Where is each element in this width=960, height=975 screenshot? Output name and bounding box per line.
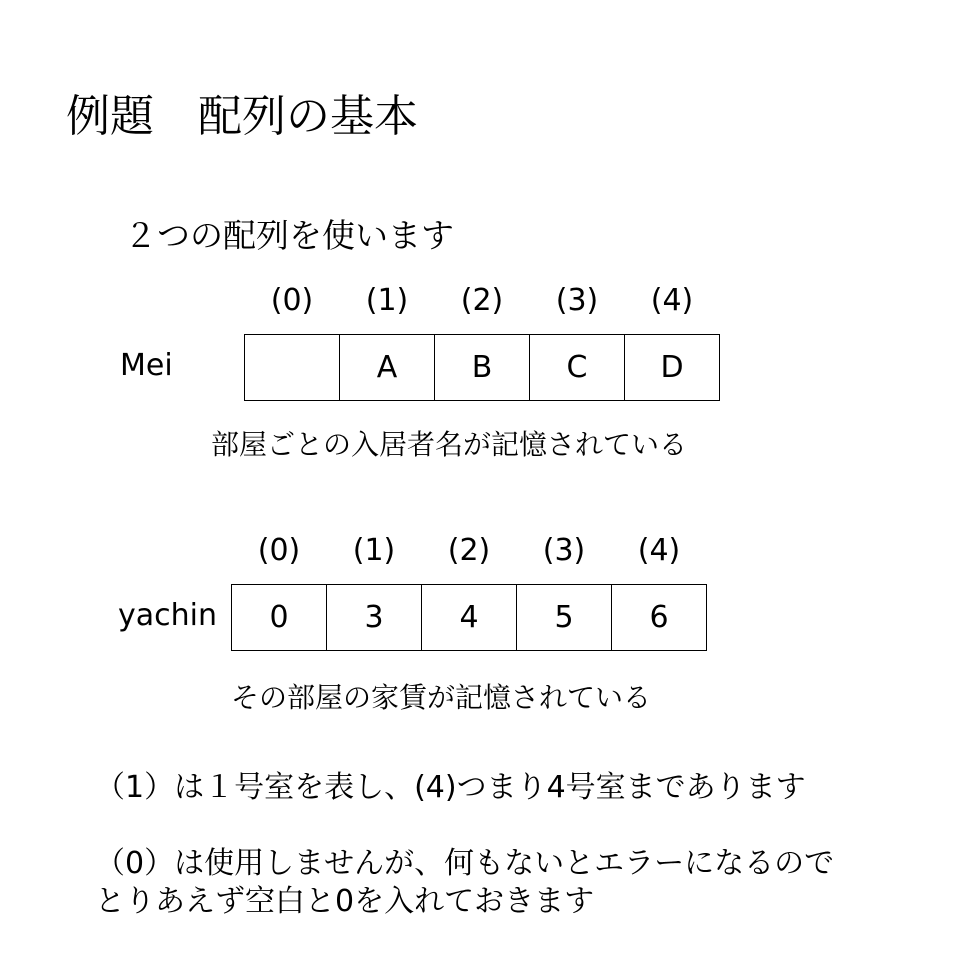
array-cell: 3 <box>326 584 422 651</box>
array-label: yachin <box>118 598 217 633</box>
index-0: (0) <box>270 283 314 318</box>
array-cells <box>244 334 720 401</box>
index-1: (1) <box>365 283 409 318</box>
note-line-2: （0）は使用しませんが、何もないとエラーになるので <box>95 846 835 881</box>
array-cell: D <box>624 334 720 401</box>
note-line-3: とりあえず空白と0を入れておきます <box>95 884 595 919</box>
array-cell: 6 <box>611 584 707 651</box>
array-cell: A <box>339 334 435 401</box>
index-4: (4) <box>637 533 681 568</box>
index-3: (3) <box>542 533 586 568</box>
index-4: (4) <box>650 283 694 318</box>
index-1: (1) <box>352 533 396 568</box>
note-line-1: （1）は１号室を表し、(4)つまり4号室まであります <box>95 770 806 805</box>
array-cell: 5 <box>516 584 612 651</box>
array-caption: その部屋の家賃が記憶されている <box>231 681 652 714</box>
index-3: (3) <box>555 283 599 318</box>
array-caption: 部屋ごとの入居者名が記憶されている <box>211 428 688 461</box>
page-title: 例題 配列の基本 <box>66 91 418 142</box>
array-cells <box>231 584 707 651</box>
array-cell: 0 <box>231 584 327 651</box>
subtitle: ２つの配列を使います <box>124 216 454 255</box>
array-label: Mei <box>120 348 173 383</box>
index-2: (2) <box>460 283 504 318</box>
array-cell <box>244 334 340 401</box>
array-cell: C <box>529 334 625 401</box>
array-cell: B <box>434 334 530 401</box>
index-2: (2) <box>447 533 491 568</box>
index-0: (0) <box>257 533 301 568</box>
array-cell: 4 <box>421 584 517 651</box>
